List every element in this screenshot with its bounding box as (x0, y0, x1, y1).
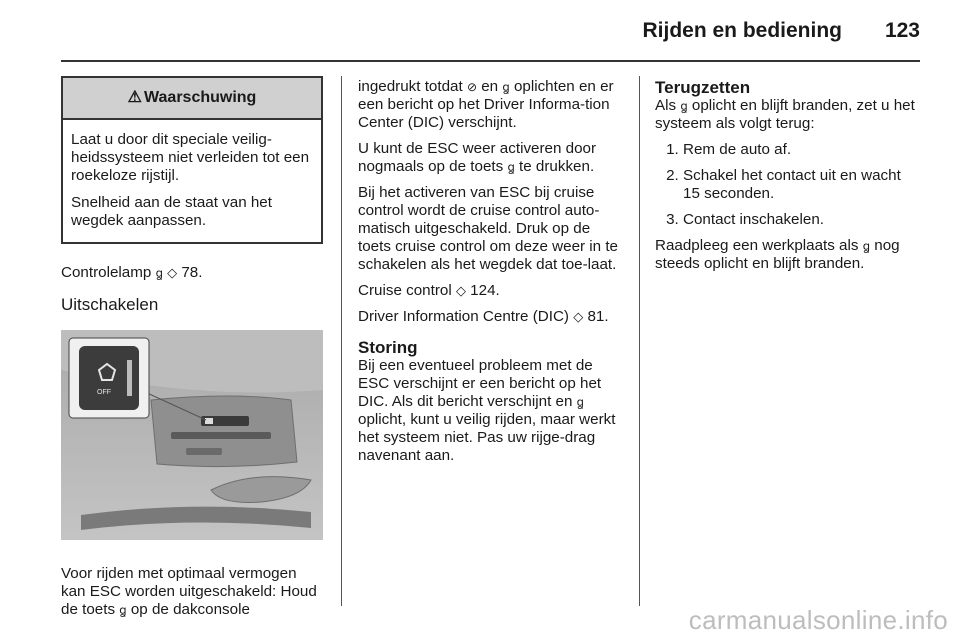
photo-caption (61, 565, 323, 619)
page-number: 123 (884, 19, 920, 42)
section-heading-uitschakelen: Uitschakelen (61, 295, 159, 314)
paragraph-cruise: Bij het activeren van ESC bij cruise control wordt de cruise control auto-matisch uitgeschakeld. Druk op de toets cruise control om deze weer in te schakelen als het wegdek dat toe-laat. (358, 184, 618, 273)
esc-off-icon: ꬶ (576, 395, 584, 409)
text-part: nog steeds oplicht en blijft branden. (655, 237, 900, 272)
text-part: oplichten en er een bericht op het Driver Informa-tion Center (DIC) verschijnt. (358, 78, 614, 131)
text-part: te drukken. (519, 158, 595, 175)
column-3 (655, 78, 921, 281)
list-item: 2. Schakel het contact uit en wacht 15 seconden. (683, 167, 921, 203)
text-part: ingedrukt totdat (358, 78, 463, 95)
traction-off-icon: ⊘ (466, 80, 477, 94)
text-part: Raadpleeg een werkplaats als (655, 237, 859, 254)
lamp-reference (61, 264, 323, 282)
text-part: Bij een eventueel probleem met de ESC verschijnt er een bericht op het DIC. Als dit bericht verschijnt en (358, 357, 602, 410)
ref-dic (358, 308, 622, 326)
reset-steps-list (655, 141, 921, 229)
text-part: Cruise control (358, 282, 452, 299)
list-item: 3. Contact inschakelen. (683, 211, 921, 229)
header-rule (61, 60, 920, 62)
text-part: en (481, 78, 499, 95)
ref-cruise-control (358, 282, 622, 300)
esc-off-icon: ꬶ (862, 239, 871, 253)
column-1 (61, 76, 323, 627)
esc-off-icon: ꬶ (507, 160, 515, 174)
warning-body (63, 120, 321, 242)
warning-icon: ⚠ (127, 89, 143, 106)
roof-console-photo (61, 330, 323, 540)
page-header-title: Rijden en bediening (642, 19, 842, 42)
text-part: 81. (587, 308, 609, 325)
esc-off-icon: ꬶ (155, 266, 163, 280)
paragraph-reactivate (358, 140, 622, 176)
page-ref-arrow-icon: ◇ (455, 283, 466, 298)
section-heading-terugzetten: Terugzetten (655, 78, 751, 97)
paragraph-reset-intro (655, 97, 921, 133)
esc-off-button-label: OFF (97, 389, 111, 396)
esc-off-icon: ꬶ (680, 99, 688, 113)
warning-box (61, 76, 323, 244)
warning-header (63, 78, 321, 120)
paragraph-storing (358, 357, 622, 465)
column-divider-1 (341, 76, 342, 606)
page-ref-arrow-icon: ◇ (167, 265, 178, 280)
text-part: oplicht, kunt u veilig rijden, maar werkt het systeem niet. Pas uw rijge-drag navenant aan. (358, 411, 616, 464)
paragraph-reset-outro (655, 237, 921, 273)
paragraph-indicators (358, 78, 622, 132)
text-part: Driver Information Centre (DIC) (358, 308, 569, 325)
lamp-page-ref: 78. (181, 264, 203, 281)
lamp-text: Controlelamp (61, 264, 152, 281)
watermark: carmanualsonline.info (688, 605, 948, 635)
warning-title: Waarschuwing (144, 89, 257, 106)
text-part: oplicht en blijft branden, zet u het systeem als volgt terug: (655, 97, 915, 132)
warning-text-1: Laat u door dit speciale veilig-heidssysteem niet verleiden tot een roekeloze rijstijl. (71, 131, 310, 184)
caption-text-1: Voor rijden met optimaal vermogen kan ESC worden uitgeschakeld: Houd de toets (61, 565, 317, 618)
column-2 (358, 78, 622, 473)
page-ref-arrow-icon: ◇ (573, 309, 584, 324)
warning-text-2: Snelheid aan de staat van het wegdek aanpassen. (71, 194, 272, 229)
list-item: 1. Rem de auto af. (683, 141, 921, 159)
esc-off-icon: ꬶ (502, 80, 510, 94)
column-divider-2 (639, 76, 640, 606)
text-part: 124. (470, 282, 500, 299)
section-heading-storing: Storing (358, 338, 418, 357)
caption-text-2: op de dakconsole (130, 601, 250, 618)
text-part: U kunt de ESC weer activeren door nogmaals op de toets (358, 140, 597, 175)
esc-off-icon: ꬶ (119, 603, 127, 617)
text-part: Als (655, 97, 677, 114)
